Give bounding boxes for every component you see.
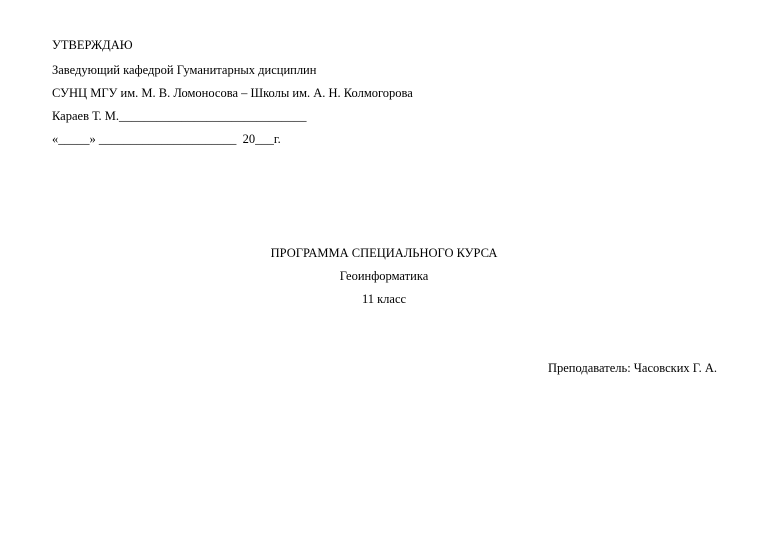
approver-signature-line: Караев Т. М.______________________________ — [52, 109, 307, 123]
approver-position: Заведующий кафедрой Гуманитарных дисциплин — [52, 63, 317, 77]
program-title: ПРОГРАММА СПЕЦИАЛЬНОГО КУРСА — [270, 246, 498, 260]
program-grade: 11 класс — [361, 292, 407, 306]
approver-institution: СУНЦ МГУ им. М. В. Ломоносова – Школы им. А. Н. Колмогорова — [52, 86, 413, 100]
program-subject: Геоинформатика — [339, 269, 429, 283]
approval-heading: УТВЕРЖДАЮ — [52, 38, 133, 52]
approval-date-line: «_____» ______________________ 20___г. — [52, 132, 281, 146]
teacher-line: Преподаватель: Часовских Г. А. — [547, 361, 717, 375]
